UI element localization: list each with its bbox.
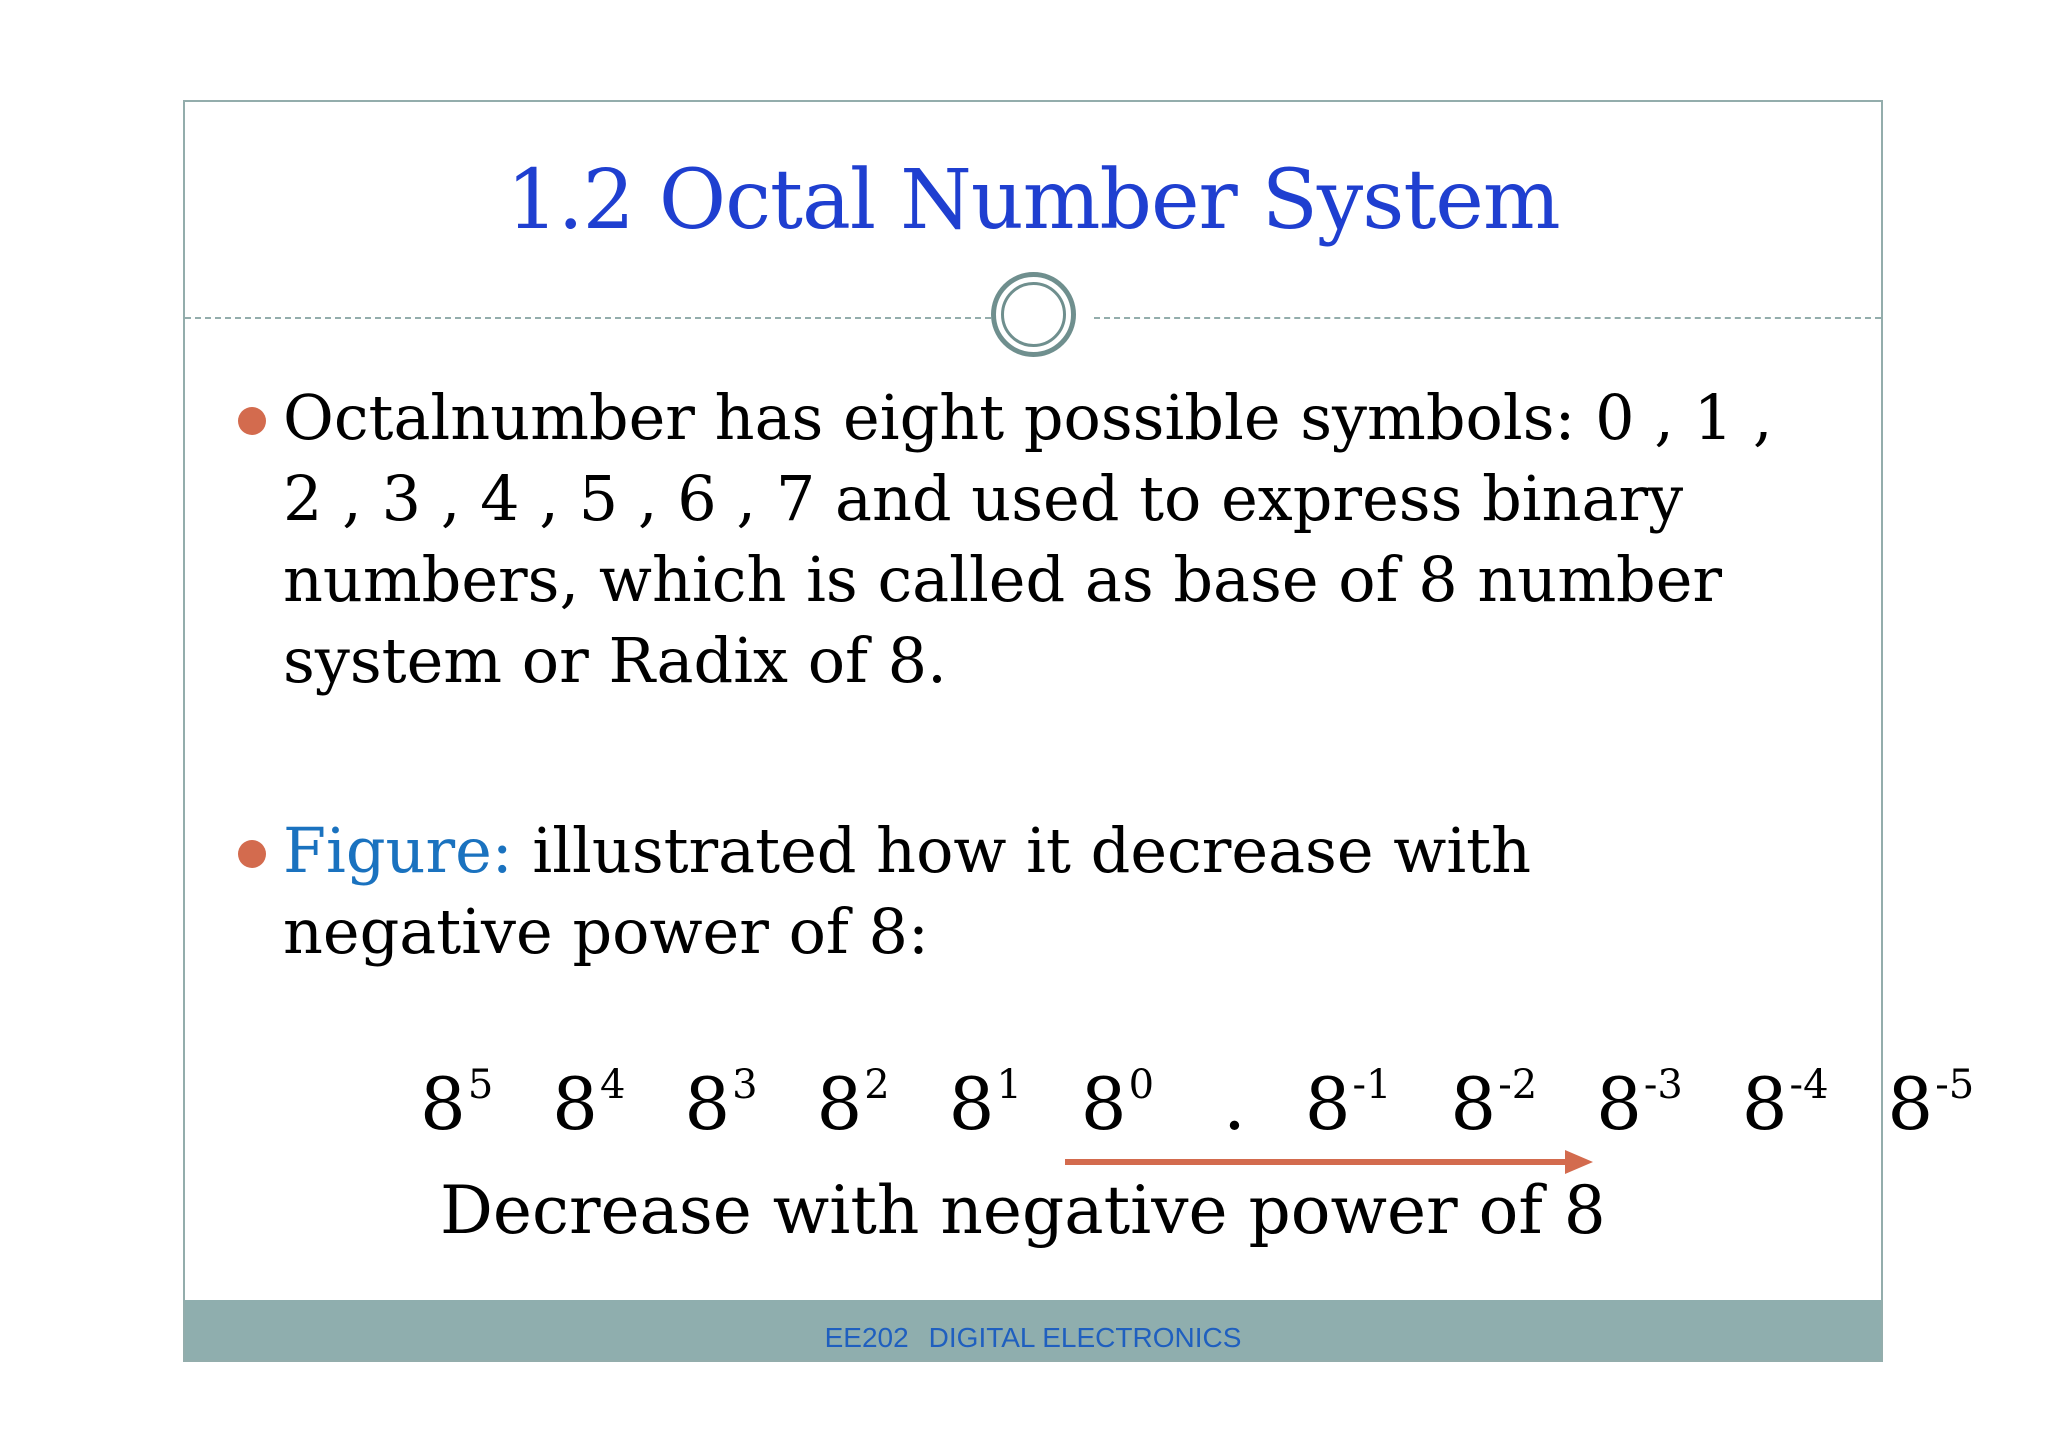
- power-term: $8^4$: [552, 1062, 626, 1146]
- slide-title: 1.2 Octal Number System: [506, 153, 1560, 248]
- powers-of-eight-row: [420, 1062, 1974, 1146]
- circle-ornament-icon: [991, 272, 1076, 357]
- bullet-text-1: Octalnumber has eight possible symbols: 0 , 1 , 2 , 3 , 4 , 5 , 6 , 7 and used to express binary numbers, which is called as base of 8 number system or Radix of 8.: [283, 381, 1773, 697]
- power-term: $8^{-1}$: [1304, 1062, 1392, 1146]
- power-term: $8^{-5}$: [1887, 1062, 1975, 1146]
- course-name: DIGITAL ELECTRONICS: [928, 1322, 1242, 1353]
- bullet-dot-icon: [238, 840, 266, 868]
- figure-caption: Decrease with negative power of 8: [440, 1172, 1606, 1249]
- power-term: $8^0$: [1080, 1062, 1155, 1146]
- title-divider-right: [1094, 317, 1881, 319]
- bullet-item-2: [283, 810, 1783, 972]
- figure-label: Figure:: [283, 814, 513, 887]
- power-term: $8^5$: [420, 1062, 494, 1146]
- course-code: EE202: [824, 1322, 909, 1353]
- power-term: $8^{-2}$: [1450, 1062, 1538, 1146]
- power-term: $8^{-3}$: [1596, 1062, 1683, 1146]
- power-term: $8^2$: [816, 1062, 890, 1146]
- slide: [183, 100, 1975, 1362]
- radix-point: .: [1222, 1062, 1246, 1146]
- bullet-item-1: [283, 377, 1783, 701]
- slide-footer: [185, 1300, 1881, 1360]
- power-term: $8^3$: [684, 1062, 758, 1146]
- power-term: $8^1$: [948, 1062, 1022, 1146]
- bullet-dot-icon: [238, 407, 266, 435]
- title-divider-left: [185, 317, 991, 319]
- bullet-text-2: illustrated how it decrease with negative power of 8:: [283, 814, 1531, 968]
- power-term: $8^{-4}$: [1741, 1062, 1829, 1146]
